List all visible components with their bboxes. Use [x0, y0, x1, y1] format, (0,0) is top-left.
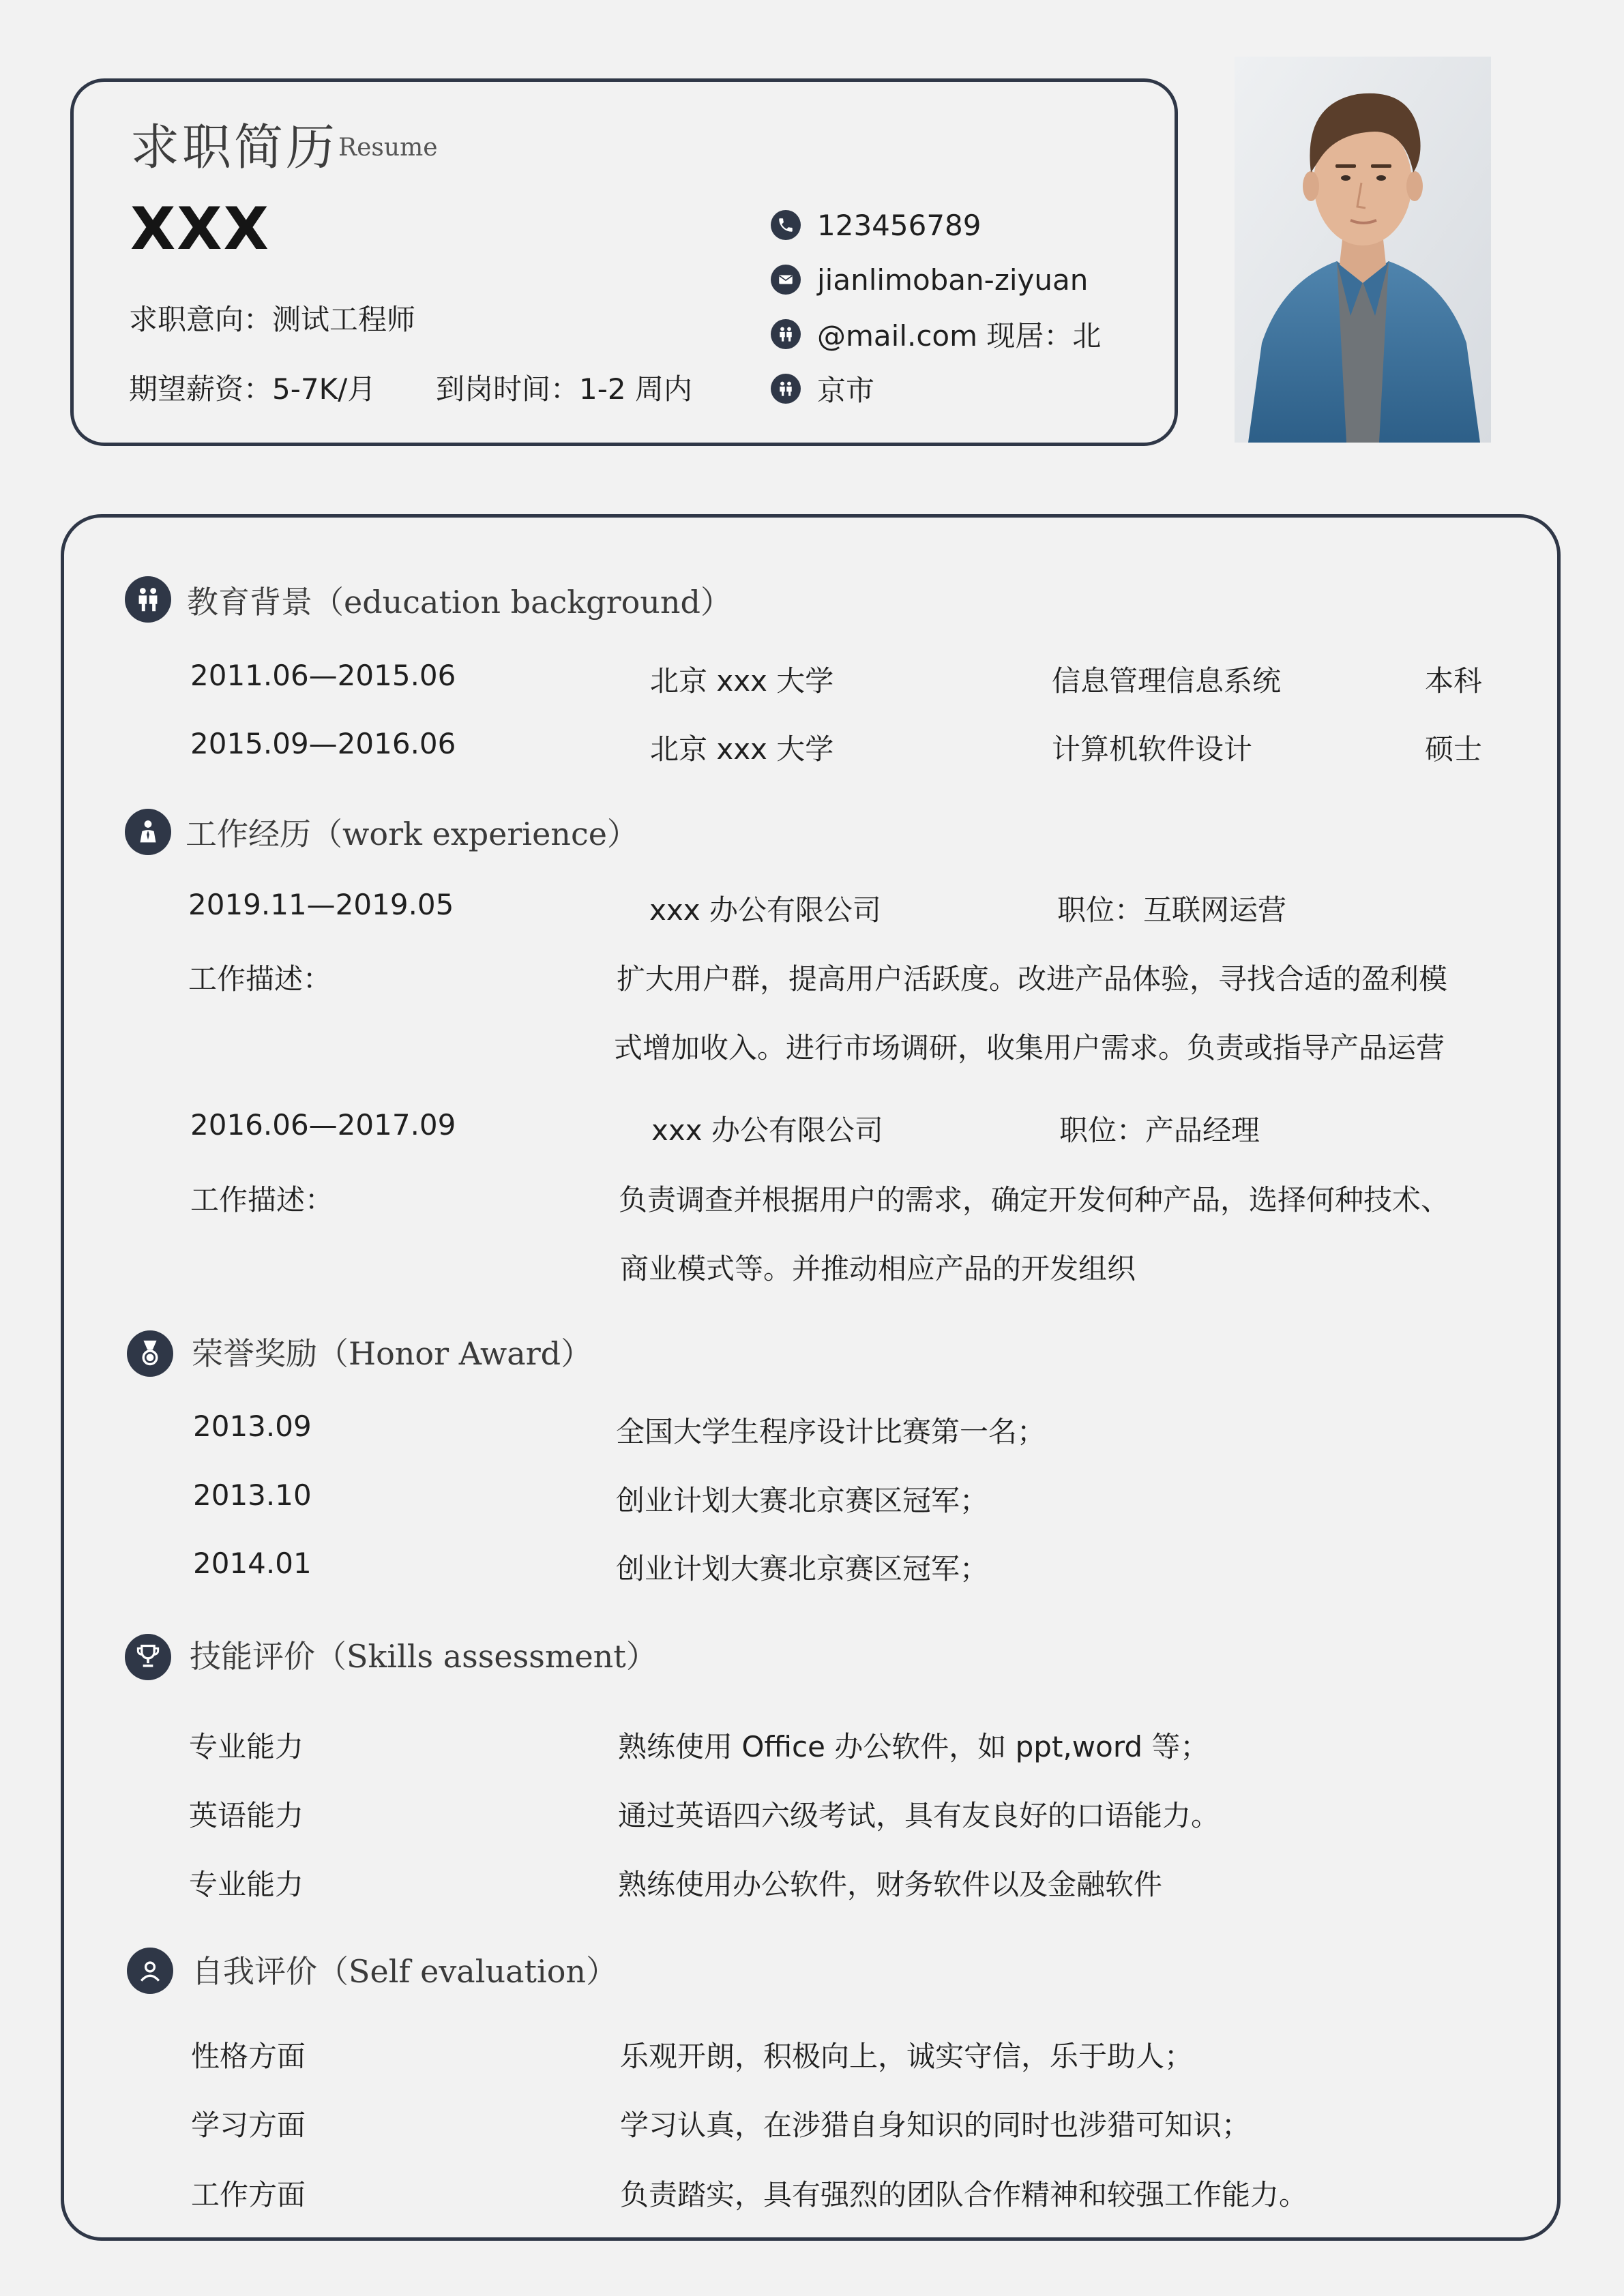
profile-photo: [1235, 57, 1491, 443]
section-title-work: 工作经历（work experience）: [186, 816, 638, 852]
edu-major: 信息管理信息系统: [1052, 664, 1282, 698]
work-period: 2019.11—2019.05: [188, 888, 454, 921]
work-desc-label: 工作描述：: [188, 962, 332, 996]
work-period: 2016.06—2017.09: [190, 1108, 456, 1142]
candidate-name: XXX: [130, 195, 270, 263]
work-desc-label: 工作描述：: [190, 1183, 334, 1217]
section-title-skills: 技能评价（Skills assessment）: [190, 1638, 658, 1675]
work-position: 职位：产品经理: [1059, 1114, 1260, 1147]
expected-salary: 期望薪资：5-7K/月: [129, 372, 377, 406]
section-title-self: 自我评价（Self evaluation）: [192, 1953, 618, 1990]
skill-text: 熟练使用办公软件，财务软件以及金融软件: [618, 1868, 1163, 1901]
contact-phone-text: 123456789: [817, 208, 981, 242]
honor-date: 2013.09: [193, 1410, 312, 1443]
worker-icon: [125, 809, 171, 855]
medal-icon: [127, 1330, 173, 1377]
edu-period: 2015.09—2016.06: [190, 727, 456, 760]
work-company: xxx 办公有限公司: [649, 893, 881, 927]
honor-date: 2013.10: [193, 1478, 312, 1512]
job-intention: 求职意向：测试工程师: [129, 303, 416, 336]
honor-text: 全国大学生程序设计比赛第一名；: [616, 1415, 1046, 1448]
work-desc-line: 商业模式等。并推动相应产品的开发组织: [620, 1252, 1136, 1285]
contact-email: [771, 259, 1088, 300]
mail-icon: [771, 265, 801, 295]
trophy-icon: [125, 1634, 171, 1680]
self-label: 学习方面: [191, 2108, 306, 2142]
edu-major: 计算机软件设计: [1052, 732, 1253, 766]
honor-date: 2014.01: [193, 1547, 312, 1580]
contact-city-text: 京市: [817, 374, 875, 407]
self-label: 工作方面: [191, 2178, 306, 2211]
honor-text: 创业计划大赛北京赛区冠军；: [616, 1484, 989, 1517]
resume-title: 求职简历: [130, 119, 338, 176]
section-title-honor: 荣誉奖励（Honor Award）: [192, 1335, 593, 1372]
skill-label: 英语能力: [189, 1799, 304, 1832]
skill-label: 专业能力: [189, 1730, 304, 1763]
contact-phone: [771, 205, 981, 245]
contact-email-text: jianlimoban-ziyuan: [817, 263, 1089, 297]
skill-label: 专业能力: [189, 1868, 304, 1901]
people-icon: [771, 374, 801, 404]
work-company: xxx 办公有限公司: [651, 1114, 883, 1147]
contact-location-text: @mail.com 现居：北: [817, 319, 1102, 353]
work-desc-line: 负责调查并根据用户的需求，确定开发何种产品，选择何种技术、: [619, 1183, 1450, 1217]
people-icon: [125, 576, 171, 623]
contact-location: [771, 368, 874, 409]
self-text: 学习认真，在涉猎自身知识的同时也涉猎可知识；: [620, 2108, 1251, 2142]
contact-email-domain: [771, 314, 1101, 355]
edu-degree: 本科: [1425, 664, 1483, 698]
edu-period: 2011.06—2015.06: [190, 659, 456, 692]
section-title-education: 教育背景（education background）: [187, 584, 732, 621]
work-position: 职位：互联网运营: [1057, 893, 1287, 927]
phone-icon: [771, 210, 801, 240]
work-desc-line: 扩大用户群，提高用户活跃度。改进产品体验，寻找合适的盈利模: [617, 962, 1448, 996]
person-icon: [127, 1948, 173, 1994]
start-time: 到岗时间：1-2 周内: [436, 372, 692, 406]
skill-text: 熟练使用 Office 办公软件，如 ppt,word 等；: [618, 1730, 1209, 1763]
honor-text: 创业计划大赛北京赛区冠军；: [616, 1552, 989, 1585]
edu-degree: 硕士: [1425, 732, 1483, 766]
edu-school: 北京 xxx 大学: [650, 732, 834, 766]
self-text: 负责踏实，具有强烈的团队合作精神和较强工作能力。: [620, 2178, 1308, 2211]
resume-title-en: Resume: [338, 134, 438, 162]
people-icon: [771, 319, 801, 349]
self-text: 乐观开朗，积极向上，诚实守信，乐于助人；: [620, 2040, 1194, 2073]
self-label: 性格方面: [191, 2040, 306, 2073]
edu-school: 北京 xxx 大学: [650, 664, 834, 698]
skill-text: 通过英语四六级考试，具有友良好的口语能力。: [618, 1799, 1220, 1832]
work-desc-line: 式增加收入。进行市场调研，收集用户需求。负责或指导产品运营: [614, 1031, 1445, 1064]
